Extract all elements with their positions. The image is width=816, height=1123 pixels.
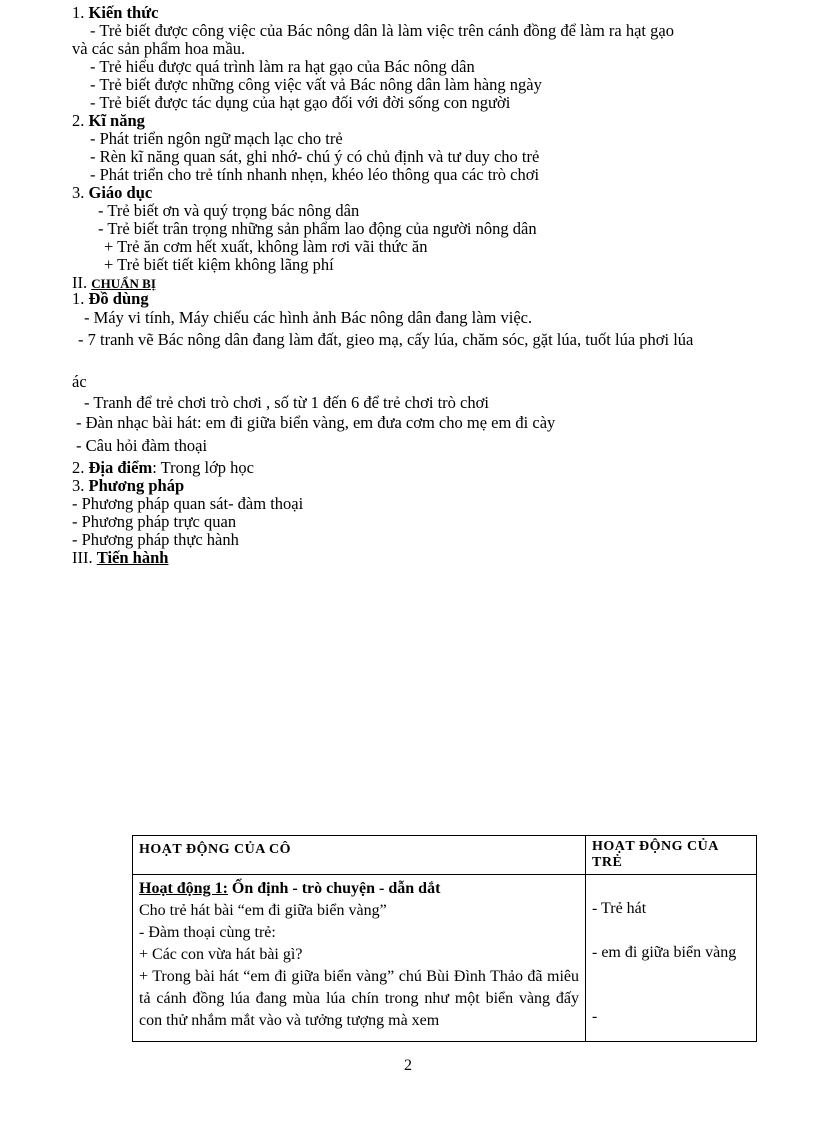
- list-item: - Phát triển ngôn ngữ mạch lạc cho trẻ: [90, 129, 343, 148]
- list-item: - Phương pháp quan sát- đàm thoại: [72, 494, 304, 513]
- page-number: 2: [404, 1057, 412, 1074]
- list-item: - Rèn kĩ năng quan sát, ghi nhớ- chú ý có chủ định và tư duy cho trẻ: [90, 147, 540, 166]
- child-line: - Trẻ hát: [592, 900, 647, 917]
- child-line: - em đi giữa biển vàng: [592, 944, 737, 961]
- teacher-line: + Trong bài hát “em đi giữa biển vàng” chú Bùi Đình Thảo đã miêu tả cánh đồng lúa đang mùa lúa chín trong như một biển vàng đấy con thử nhắm mắt vào và tưởng tượng mà xem: [139, 968, 579, 1029]
- list-item: + Trẻ biết tiết kiệm không lãng phí: [104, 255, 334, 274]
- subsection-dia-diem: 2. Địa điểm: Trong lớp học: [72, 458, 255, 477]
- section-chuan-bi-heading: II. CHUẨN BỊ: [72, 273, 156, 292]
- teacher-line: + Các con vừa hát bài gì?: [139, 946, 303, 963]
- list-item: + Trẻ ăn cơm hết xuất, không làm rơi vãi thức ăn: [104, 237, 428, 256]
- child-column-header: HOẠT ĐỘNG CỦA TRẺ: [586, 836, 757, 875]
- list-item: - Phương pháp trực quan: [72, 512, 237, 531]
- heading-text: Kĩ năng: [88, 111, 145, 130]
- section-ki-nang-heading: 2. Kĩ năng: [72, 111, 145, 130]
- list-item: - 7 tranh vẽ Bác nông dân đang làm đất, gieo mạ, cấy lúa, chăm sóc, gặt lúa, tuốt lúa phơi lúa: [78, 330, 694, 349]
- section-tien-hanh-heading: III. Tiến hành: [72, 548, 169, 567]
- list-item: - Trẻ biết trân trọng những sản phẩm lao động của người nông dân: [98, 219, 537, 238]
- table-header-row: [133, 836, 757, 875]
- activity-label: Hoạt động 1:: [139, 880, 228, 897]
- location-value: : Trong lớp học: [152, 458, 255, 477]
- teacher-column-header: HOẠT ĐỘNG CỦA CÔ: [133, 836, 586, 875]
- list-item: - Máy vi tính, Máy chiếu các hình ảnh Bác nông dân đang làm việc.: [84, 308, 533, 327]
- heading-text: Kiến thức: [88, 3, 159, 22]
- list-item: - Trẻ hiểu được quá trình làm ra hạt gạo của Bác nông dân: [90, 57, 475, 76]
- list-item: ác: [72, 372, 87, 391]
- activity-heading: [139, 878, 579, 900]
- activity-table: [132, 835, 757, 1042]
- teacher-line: - Đàm thoại cùng trẻ:: [139, 924, 276, 941]
- list-item: - Trẻ biết ơn và quý trọng bác nông dân: [98, 201, 360, 220]
- heading-text: Phương pháp: [88, 476, 185, 495]
- subsection-do-dung-heading: 1. Đồ dùng: [72, 289, 149, 308]
- list-item: - Tranh để trẻ chơi trò chơi , số từ 1 đến 6 để trẻ chơi trò chơi: [84, 393, 489, 412]
- text-line: - Trẻ biết được công việc của Bác nông dân là làm việc trên cánh đồng để làm ra hạt gạo: [90, 21, 674, 40]
- section-kien-thuc-heading: 1. Kiến thức: [72, 3, 159, 22]
- heading-text: Địa điểm: [88, 458, 153, 477]
- teacher-activity-cell: [133, 875, 586, 1042]
- subsection-phuong-phap-heading: 3. Phương pháp: [72, 476, 185, 495]
- section-giao-duc-heading: 3. Giáo dục: [72, 183, 153, 202]
- heading-text: Giáo dục: [88, 183, 153, 202]
- text-line: và các sản phẩm hoa mầu.: [72, 39, 246, 58]
- list-item: - Đàn nhạc bài hát: em đi giữa biển vàng, em đưa cơm cho mẹ em đi cày: [76, 413, 556, 432]
- list-item: - Câu hỏi đàm thoại: [76, 436, 208, 455]
- table-row: [133, 875, 757, 1042]
- activity-title: Ổn định - trò chuyện - dẫn dắt: [227, 880, 441, 897]
- heading-text: Đồ dùng: [88, 289, 149, 308]
- child-line: -: [592, 1008, 598, 1025]
- heading-text: Tiến hành: [96, 548, 169, 567]
- teacher-line: Cho trẻ hát bài “em đi giữa biển vàng”: [139, 902, 387, 919]
- list-item: - Phương pháp thực hành: [72, 530, 239, 549]
- heading-text: CHUẨN BỊ: [91, 276, 156, 291]
- child-activity-cell: [586, 875, 757, 1042]
- list-item: - Trẻ biết được những công việc vất vả Bác nông dân làm hàng ngày: [90, 75, 542, 94]
- list-item: - Phát triển cho trẻ tính nhanh nhẹn, khéo léo thông qua các trò chơi: [90, 165, 540, 184]
- list-item: - Trẻ biết được tác dụng của hạt gạo đối với đời sống con người: [90, 93, 511, 112]
